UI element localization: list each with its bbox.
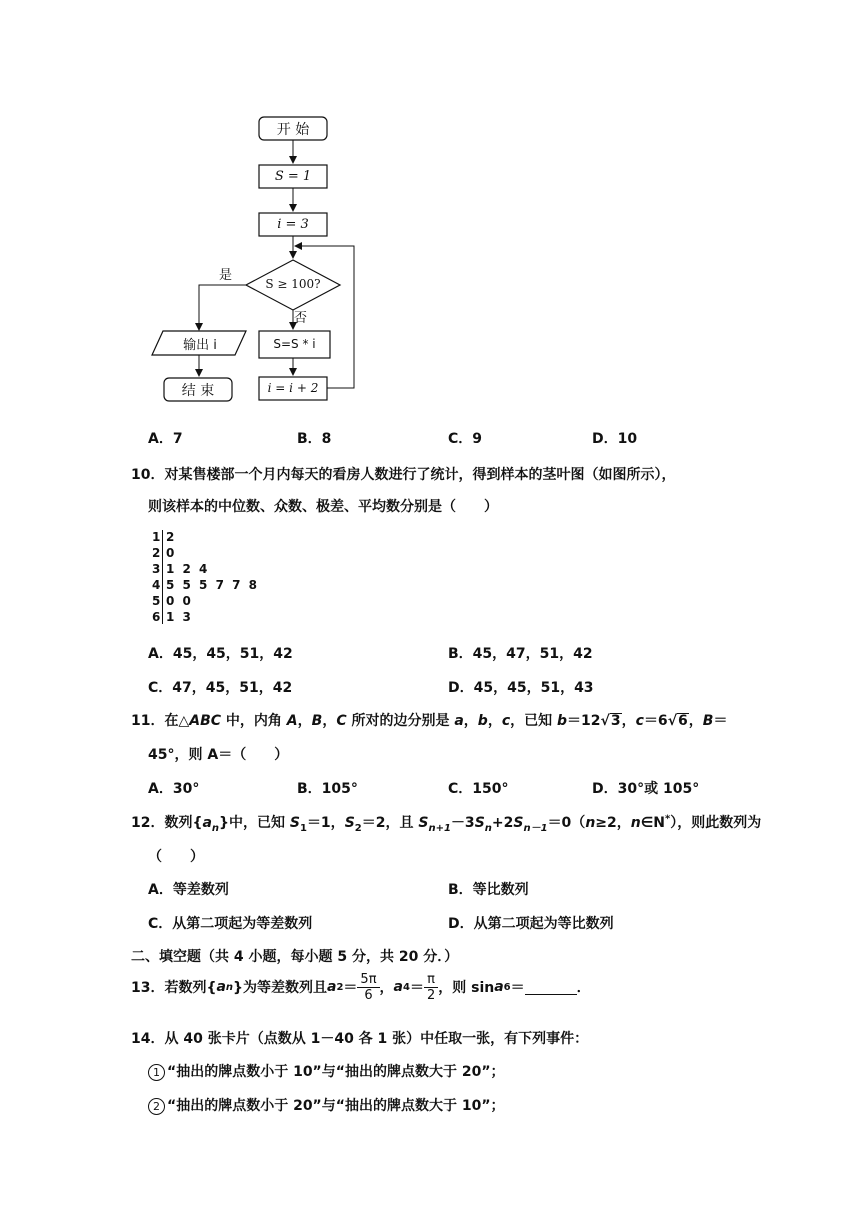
flow-end-label: 结 束	[181, 383, 215, 399]
q12-line1: 12．数列$\{a_n\}$中，已知 $S_1=1$，$S_2=2$，且 $S_{n+1}-3S_n+2S_{n-1}=0(n\ge 2$，n∈N*），则此数列为	[131, 813, 762, 834]
q14-line1: 14．从 40 张卡片（点数从 1－40 各 1 张）中任取一张，有下列事件：	[131, 1031, 589, 1047]
q9-option-d: D．10	[592, 431, 638, 447]
leaves: 1 2 4	[166, 562, 208, 576]
stem: 5	[152, 594, 161, 608]
q10-option-d: D．45，45，51，43	[448, 680, 594, 696]
leaves: 2	[166, 530, 175, 544]
q9-option-a: A．7	[148, 431, 183, 447]
flow-i-init-label: i = 3	[277, 217, 309, 232]
q12-option-a: A．等差数列	[148, 882, 229, 898]
q11-option-c: C．150°	[448, 781, 509, 797]
q12-option-b: B．等比数列	[448, 882, 529, 898]
flow-start-label: 开 始	[276, 122, 310, 138]
leaves: 0	[166, 546, 175, 560]
stem: 4	[152, 578, 161, 592]
q11-option-a: A．30°	[148, 781, 200, 797]
flow-condition-label: S ≥ 100?	[265, 277, 321, 291]
stem: 6	[152, 610, 161, 624]
flow-output-label: 输出 i	[183, 338, 217, 353]
q11-line1: 11．在△ABC 中，内角 A，B，C 所对的边分别是 a，b，c，已知 b＝12√3，c＝6√6，B＝	[131, 713, 728, 729]
q10-option-b: B．45，47，51，42	[448, 646, 593, 662]
flow-s-init-label: S = 1	[274, 169, 312, 184]
q10-line1: 10．对某售楼部一个月内每天的看房人数进行了统计，得到样本的茎叶图（如图所示），	[131, 467, 676, 483]
q11-line2: 45°，则 A＝（ ）	[148, 747, 289, 763]
leaves: 5 5 5 7 7 8	[166, 578, 257, 592]
flowchart	[0, 0, 860, 420]
q13-line: 13． 若数列{ a n }为等差数列且 a 2 ＝ $\frac{5\pi}{6}$ ， a 4 ＝ $\frac{\pi}{2}$ ，则 sin a 6 ＝ ．	[131, 971, 591, 1003]
answer-blank[interactable]	[525, 980, 577, 995]
flow-no-label: 否	[294, 311, 308, 326]
q12-paren: （ ）	[148, 849, 204, 865]
stem: 1	[152, 530, 161, 544]
flow-update-s-label: S=S * i	[273, 337, 316, 351]
q14-item-2: 2 “抽出的牌点数小于 20”与“抽出的牌点数大于 10”；	[148, 1095, 505, 1115]
q11-option-b: B．105°	[297, 781, 358, 797]
fraction-pi-2: $\frac{\pi}{2}$	[424, 972, 438, 1003]
leaves: 1 3	[166, 610, 191, 624]
flow-update-i-label: i = i + 2	[267, 381, 319, 395]
flow-yes-label: 是	[219, 268, 233, 283]
leaves: 0 0	[166, 594, 191, 608]
fraction-5pi-6: $\frac{5\pi}{6}$	[357, 972, 379, 1003]
stem: 3	[152, 562, 161, 576]
circled-number: 2	[148, 1098, 165, 1115]
q9-option-b: B．8	[297, 431, 332, 447]
q12-option-c: C．从第二项起为等差数列	[148, 916, 313, 932]
q14-item-1: 1 “抽出的牌点数小于 10”与“抽出的牌点数大于 20”；	[148, 1061, 505, 1081]
q10-option-a: A．45，45，51，42	[148, 646, 293, 662]
q10-line2: 则该样本的中位数、众数、极差、平均数分别是（ ）	[148, 499, 498, 515]
q9-option-c: C．9	[448, 431, 483, 447]
section-heading: 二、填空题（共 4 小题，每小题 5 分，共 20 分．）	[131, 949, 459, 965]
stem: 2	[152, 546, 161, 560]
circled-number: 1	[148, 1064, 165, 1081]
q12-option-d: D．从第二项起为等比数列	[448, 916, 614, 932]
q10-option-c: C．47，45，51，42	[148, 680, 293, 696]
q11-option-d: D．30°或 105°	[592, 781, 700, 797]
